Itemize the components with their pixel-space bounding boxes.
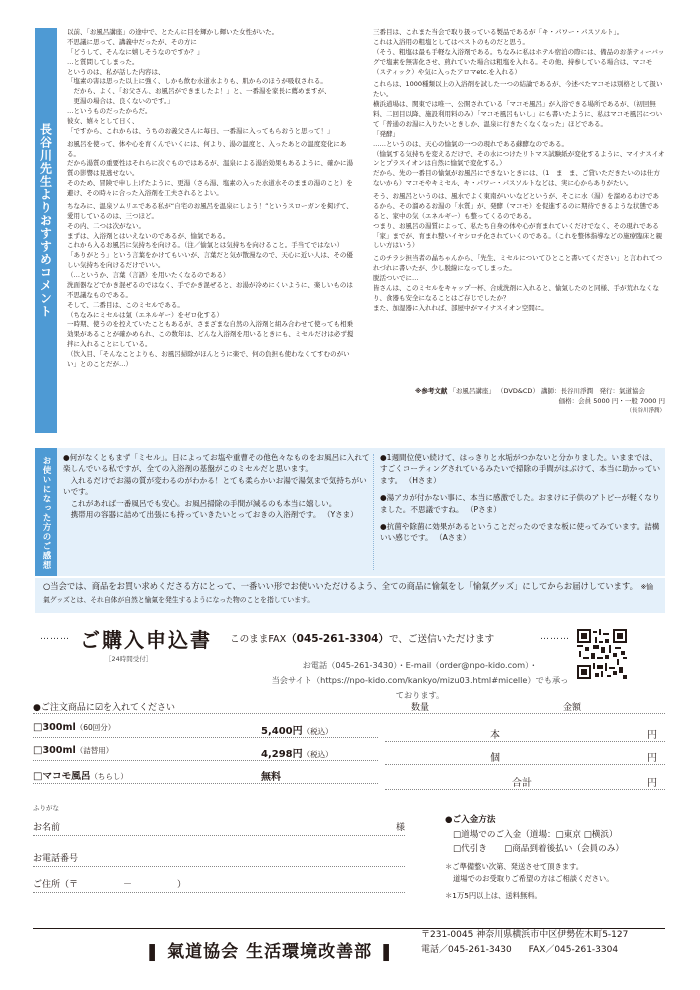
payment-notes xyxy=(445,861,675,902)
recommendation-paragraph: 三番目は、これまた当会で取り扱っている製品であるが「キ・パワー・パスソルト」。 これは入浴用の粗塩としてはベストのものだと思う。 （そう、粗塩は最も手軽な入浴剤である。ちなみに私はホテル宿泊の際には、備品のお茶ティーバッグで塩素を無害化させ、煎れていた場合は粗塩を入れる。その他、持参している場合は、マコモ（スティック）や気に入ったアロマetc.を入れる） xyxy=(373,28,665,76)
review-item xyxy=(380,452,662,486)
title-dots-right: ……… xyxy=(540,632,570,642)
product-price-text: 4,298円 xyxy=(261,749,303,760)
reviews-divider xyxy=(373,454,374,570)
quantity-header: 数量 xyxy=(411,703,430,713)
recommendation-bar-label: 長谷川先生よりおすすめコメント xyxy=(38,123,53,318)
furigana-label: ふりがな xyxy=(33,804,59,812)
phone-field[interactable] xyxy=(33,851,405,867)
product-note: （詰替用） xyxy=(75,746,114,755)
review-author: （Yさま） xyxy=(322,509,358,519)
review-author: （Pさま） xyxy=(465,504,501,514)
recommendation-paragraph: ちなみに、温泉ソムリエである私が“自宅のお風呂を温泉にしよう！”というスローガンを掲げて、愛用しているのは、三つほど。 その内、二つは次がない。 まずは、入浴剤とはいえないのであるが、愉氣である。 これから入るお風呂に気持ちを向ける。（注／愉氣とは気持ちを向けること。手当てではない） 「ありがとう」という言葉をかけてもいいが、言葉だと気が散漫なので、天心に近い人は、その優しい気持ちを向けるだけでいい。 （…というか、言葉（言語）を用いたくなるのである） 洗面器などでかき混ぜるのではなく、手でかき混ぜると、お湯が冷めにくいように、楽しいものは不思議なものである。 そして、二番目は、このミセルである。 （ちなみにミセルは氣（エネルギー）をゼロ化する） 一時期、使うのを控えていたこともあるが、さまざまな自然の入浴剤と組み合わせて使っても相乗効果があることが確かめられ、この数年は、どんな入浴剤を用いるときにも、ミセルだけは必ず撹拌に入れることにしている。 （饮入目、「そんなことよりも、お風呂掃除がほんとうに楽で、何の負担も使わなくてすむのがいい」とのことだが…） xyxy=(67,201,354,368)
product-tax: （税込） xyxy=(302,750,333,759)
product-checkbox[interactable]: □ xyxy=(33,745,43,756)
product-checkbox[interactable]: □ xyxy=(33,722,43,733)
product-row[interactable] xyxy=(33,764,378,784)
name-suffix: 様 xyxy=(395,823,405,833)
product-name-text: マコモ風呂 xyxy=(42,771,91,782)
unit-pcs: 本 xyxy=(490,730,500,741)
reference-format: （DVD&CD） xyxy=(496,387,539,395)
review-author: （Hさま） xyxy=(404,475,441,485)
notice-main: ○当会では、商品をお買い求めくださる方にとって、一番いい形でお使いいただけるよう、全ての商品に愉氣をし「愉氣グッズ」にしてからお届けしています。 xyxy=(43,581,638,591)
product-row[interactable] xyxy=(33,718,378,738)
product-checkbox[interactable]: □ xyxy=(33,771,43,782)
recommendation-paragraph: 以前、「お風呂講座」の途中で、とたんに目を輝かし輝いた女性がいた。 不思議に思って、講義中だったが、その方に 「どうして、そんなに嬉しそうなのですか？」 …と質問してしまった。 というのは、私が話した内容は、 「塩素の害は思った以上に強く、しかも飲む水道水よりも、肌からのほうが吸収される。 だから、よく、「お父さん、お風呂ができましたよ！」と、一番湯を家長に薦めますが、 更湯の場合は、良くないのです。」 …というものだったからだ。 彼女、嬉々として日く、 「ですから、これからは、うちのお義父さんに毎日、一番湯に入ってもらおうと思って！」 xyxy=(67,28,334,135)
address-label: ご住所（〒 － ） xyxy=(33,880,187,890)
address-field[interactable] xyxy=(33,877,405,893)
product-name xyxy=(33,745,113,756)
recommendation-bar xyxy=(35,28,57,433)
amount-header: 金額 xyxy=(563,703,582,713)
product-note: （ちらし） xyxy=(90,772,128,781)
payment-title: ●ご入金方法 xyxy=(445,815,496,825)
order-fax-line xyxy=(230,631,494,646)
total-row[interactable] xyxy=(385,770,665,790)
footer-contact xyxy=(421,943,665,958)
unit-yen: 円 xyxy=(647,778,657,789)
product-price xyxy=(261,722,333,737)
review-text: ●1週間位使い続けて、はっきりと水垢がつかないと分かりました。いままでは、すごくコーティングされているみたいで掃除の手間がはぶけて、本当に助かっています。 xyxy=(380,453,661,485)
order-hours: ［24時間受付］ xyxy=(105,655,153,663)
product-price xyxy=(261,768,281,783)
order-fax-prefix: このままFAX xyxy=(230,634,287,645)
review-item xyxy=(380,521,662,544)
payment-option-dojo[interactable]: □道場でのご入金（道場：□東京 □横浜） xyxy=(453,829,618,840)
review-item xyxy=(63,452,371,520)
recommendation-paragraph: これらは、1000種類以上の入浴剤を試した一つの結論であるが、今述べたマコモは別格として扱いたい。 横浜道場は、関東では唯一、公開されている「マコモ風呂」が入浴できる場所であるが、（初回無料、二回目以降、施設利用料のみ）「マコモ風呂もいし」にも書いたように、私はマコモ風呂について「普通のお湯に入りたいときしか、温泉に行きたくなくなった」ほどである。 「発酵」 ……というのは、天心の愉氣の一つの現れである蘇酵なのである。 （愉氣する気持ちを変えるだけで、その水につけたリトマス試験紙が変化するように、マイナスイオンとプラスイオンは自然に愉氣で変化する。） だから、先の一番目の愉氣がお風呂にできないときには、（1 ま ま、ご貸いただきたいのは仕方ないから）マコモやキミセル、キ・パワー・パスソルトなどは、実に心からありがたい。 xyxy=(373,80,665,188)
product-tax: （税込） xyxy=(302,727,333,736)
quantity-row[interactable] xyxy=(385,722,665,742)
recommendation-section xyxy=(35,28,665,433)
unit-pcs: 個 xyxy=(490,753,500,764)
order-instruction xyxy=(33,700,175,713)
product-name xyxy=(33,722,115,733)
order-instruction-suffix: を入れてください xyxy=(102,703,175,713)
footer-fax[interactable]: FAX／045-261-3304 xyxy=(528,945,619,956)
review-author: （Aさま） xyxy=(434,533,471,543)
product-name-text: 300ml xyxy=(42,745,76,756)
order-table-header xyxy=(33,700,665,714)
order-title: ご購入申込書 xyxy=(80,628,212,652)
product-note: （60回分） xyxy=(75,723,116,732)
unit-yen: 円 xyxy=(647,730,657,741)
payment-note: ＊1万5円以上は、送料無料。 xyxy=(445,891,542,901)
reference-lecturer: 講師：長谷川淨潤 発行：氣道協会 xyxy=(541,387,646,395)
reference-block xyxy=(415,386,665,416)
reference-label: ※参考文献 xyxy=(415,387,448,395)
payment-block xyxy=(445,813,675,902)
order-instruction-label: ●ご注文商品に xyxy=(33,703,95,713)
reviews-left-column xyxy=(63,452,371,522)
recommendation-right-column xyxy=(373,28,665,314)
reviews-bar xyxy=(35,448,57,576)
order-phone-email[interactable]: お電話（045-261-3430）・E-mail（order@npo-kido.com）・ xyxy=(302,660,538,670)
notice-box xyxy=(35,578,665,613)
notice-sub: ※愉氣グッズとは、それ自体が自然と愉氣を発生するようになった物のことを指しています。 xyxy=(43,583,654,605)
reference-price: 価格：会員 5000 円・一般 7000 円 xyxy=(558,397,665,406)
footer-address xyxy=(421,928,665,959)
payment-note: ＊ご準備整い次第、発送させて頂きます。 xyxy=(445,861,584,871)
total-label: 合計 xyxy=(512,778,532,789)
product-price-text: 5,400円 xyxy=(261,726,303,737)
name-field[interactable] xyxy=(33,820,405,836)
product-price xyxy=(261,745,333,760)
review-item xyxy=(380,492,662,515)
product-price-text: 無料 xyxy=(261,772,281,783)
payment-option-cod[interactable]: □代引き □商品到着後払い（会員のみ） xyxy=(453,844,624,855)
recommendation-paragraph: そう、お風呂というのは、風水でよく東南がいいなどというが、そこに水（湯）を溜めるわけであるから、その溜めるお湯の「水質」が、発酵（マコモ）を促進するのに期待できるような状態であると、家中の気（エネルギー）も整ってくるのである。 つまり、お風呂の湯質によって、私たち自身の体や心が育まれていくだけでなく、その現れである「家」までが、育まれ整いイヤシロチ化されていくのである。（これを整体指導などの施療臨床と親しい方はいう） xyxy=(373,192,663,250)
footer-postal: 〒231-0045 神奈川県横浜市中区伊勢佐木町5-127 xyxy=(421,930,629,940)
footer-phone[interactable]: 電話／045-261-3430 xyxy=(421,945,512,956)
reference-title: 「お風呂講座」 xyxy=(449,387,495,395)
review-text: ●抗菌や除菌に効果があるということだったのでまな板に使ってみています。詰構いい感じです。 xyxy=(380,521,660,543)
order-fax-suffix: で、ご送信いただけます xyxy=(388,634,495,645)
order-site-link[interactable]: 当会サイト（https://npo-kido.com/kankyo/mizu03.html#micelle）でも承っております。 xyxy=(271,674,569,700)
title-dots-left: ……… xyxy=(40,632,70,642)
qr-code-icon[interactable] xyxy=(577,629,627,679)
reviews-section xyxy=(35,448,665,576)
quantity-row[interactable] xyxy=(385,745,665,765)
reviews-right-column xyxy=(380,452,662,546)
review-text: ●何がなくともまず「ミセル」。日によってお塩や重曹その他色々なものをお風呂に入れて楽しんでいる私ですが、全ての入浴剤の基盤がこのミセルだと思います。 入れるだけでお湯の質が変わるのがわかる！とても柔らかいお湯で湯気まで気持ちがいいです。 これがあれば一番風呂でも安心。お風呂掃除の手間が減るのも本当に嬉しい。 携帯用の容器に詰めて出張にも持っていきたいとっておきの入浴剤です。 xyxy=(63,453,370,519)
reviews-bar-label: お使いになった方のご感想 xyxy=(41,456,51,570)
product-name xyxy=(33,768,128,782)
unit-yen: 円 xyxy=(647,753,657,764)
order-contact xyxy=(270,658,570,702)
name-label: お名前 xyxy=(33,823,61,833)
product-row[interactable] xyxy=(33,741,378,761)
review-text: ●湯アカが付かない事に、本当に感激でした。おまけに子供のアトピーが軽くなりました。不思議ですね。 xyxy=(380,493,660,514)
recommendation-paragraph: このチラシ担当者の晶ちゃんから、「先生、ミセルについてひとこと書いてください」と言われてつれづれに書いたが、少し脱線になってしまった。 脱活ついでに… 皆さんは、このミセルをキャップ一杯、合成洗剤に入れると、愉氣したのと同様、手が荒れなくなり、食器も安全になることはご存じでしたか？ また、加湿器に入れれば、部屋中がマイナスイオン空間に。 xyxy=(373,254,663,312)
order-fax-number[interactable]: （045-261-3304） xyxy=(286,633,389,645)
reference-signature: （長谷川淨潤） xyxy=(626,407,665,414)
recommendation-paragraph: お風呂を使って、体や心を育くんでいくには、何より、湯の温度と、入ったあとの温度変化にある。 だから湯質の重要性はそれらに次ぐものではあるが、温泉による湯治効果もあるように、確かに湯質の影響は見逃せない。 そのため、冒険で申し上げたように、更湯（さら湯、塩素の入った水道水そのままの湯のこと）を避け、その時々に合った入浴剤を工夫されるとよい。 xyxy=(67,139,353,197)
checkmark-icon: ☑ xyxy=(94,703,103,713)
product-name-text: 300ml xyxy=(42,722,76,733)
phone-label: お電話番号 xyxy=(33,854,79,864)
recommendation-left-column xyxy=(67,28,357,370)
payment-note: 道場でのお受取りご希望の方はご相談ください。 xyxy=(453,873,614,883)
organization-name: ❚ 氣道協会 生活環境改善部 ❚ xyxy=(145,942,395,962)
